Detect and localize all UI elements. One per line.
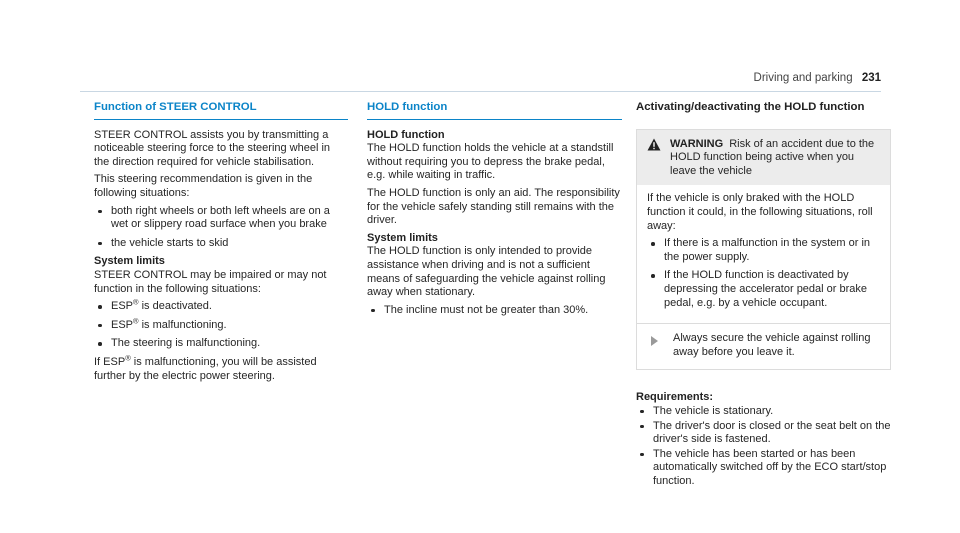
arrow-right-icon <box>651 336 658 346</box>
item-text: is deactivated. <box>138 300 212 313</box>
warning-heading-text: Risk of an accident due to the HOLD function being active when you leave the vehicle <box>670 137 875 177</box>
warning-header <box>637 130 890 186</box>
paragraph: The HOLD function is only an aid. The responsibility for the vehicle safely standing still remains with the driver. <box>367 186 620 227</box>
paragraph: The HOLD function holds the vehicle at a standstill without requiring you to depress the brake pedal, e.g. while waiting in traffic. <box>367 142 614 182</box>
column-hold-function <box>367 101 622 322</box>
bullet-list <box>636 405 891 489</box>
warning-body <box>637 185 890 323</box>
warning-box <box>636 129 891 371</box>
warning-triangle-icon <box>647 138 661 151</box>
requirements-heading: Requirements: <box>636 391 714 404</box>
list-item: The vehicle has been started or has been automatically switched off by the ECO start/stop function. <box>636 448 891 489</box>
paragraph: This steering recommendation is given in the following situations: <box>94 173 313 199</box>
page-number: 231 <box>861 72 881 84</box>
list-item: The incline must not be greater than 30%. <box>367 304 622 318</box>
subheading: System limits <box>94 255 165 268</box>
bullet-list <box>94 205 348 251</box>
note-section <box>637 323 890 369</box>
page-header <box>754 72 881 84</box>
paragraph: STEER CONTROL assists you by transmitting a noticeable steering force to the steering wheel in the direction required for vehicle stabilisation. <box>94 128 331 168</box>
bullet-list <box>94 297 348 351</box>
list-item: If the HOLD function is deactivated by depressing the accelerator pedal or brake pedal, e.g. by a vehicle occupant. <box>647 269 880 310</box>
list-item: the vehicle starts to skid <box>94 237 348 251</box>
registered-mark: ® <box>125 353 131 363</box>
column-steer-control <box>94 101 348 387</box>
subheading: System limits <box>367 231 438 244</box>
paragraph: If the vehicle is only braked with the HOLD function it could, in the following situations, roll away: <box>647 192 873 232</box>
esp-text: ESP <box>111 318 134 331</box>
text-pre: If ESP <box>94 355 126 368</box>
section-heading: HOLD function <box>367 101 622 120</box>
list-item <box>94 316 348 333</box>
registered-mark: ® <box>133 316 139 326</box>
list-item: If there is a malfunction in the system or in the power supply. <box>647 237 880 264</box>
paragraph: STEER CONTROL may be impaired or may not function in the following situations: <box>94 268 327 295</box>
note-text: Always secure the vehicle against rolling away before you leave it. <box>673 332 871 358</box>
paragraph: The HOLD function is only intended to provide assistance when driving and is not a sufficient means of safeguarding the vehicle against rolling away when stationary. <box>367 245 606 299</box>
esp-text: ESP <box>111 300 134 313</box>
section-heading: Function of STEER CONTROL <box>94 101 348 120</box>
item-text: is malfunctioning. <box>138 318 227 331</box>
text-post: is malfunctioning, you will be assisted further by the electric power steering. <box>94 355 317 382</box>
bullet-list <box>367 304 622 318</box>
column-activate-hold <box>636 101 891 492</box>
warning-label: WARNING <box>670 137 724 150</box>
registered-mark: ® <box>133 297 139 307</box>
list-item: The driver's door is closed or the seat belt on the driver's side is fastened. <box>636 420 891 447</box>
list-item <box>94 297 348 314</box>
section-title: Driving and parking <box>753 72 853 84</box>
subheading: HOLD function <box>367 128 445 141</box>
header-divider <box>80 91 881 92</box>
paragraph <box>94 353 348 383</box>
list-item: The steering is malfunctioning. <box>94 337 348 351</box>
list-item: both right wheels or both left wheels are on a wet or slippery road surface when you brake <box>94 205 348 232</box>
list-item: The vehicle is stationary. <box>636 405 891 419</box>
bullet-list <box>647 237 880 310</box>
section-heading: Activating/deactivating the HOLD function <box>636 101 865 113</box>
